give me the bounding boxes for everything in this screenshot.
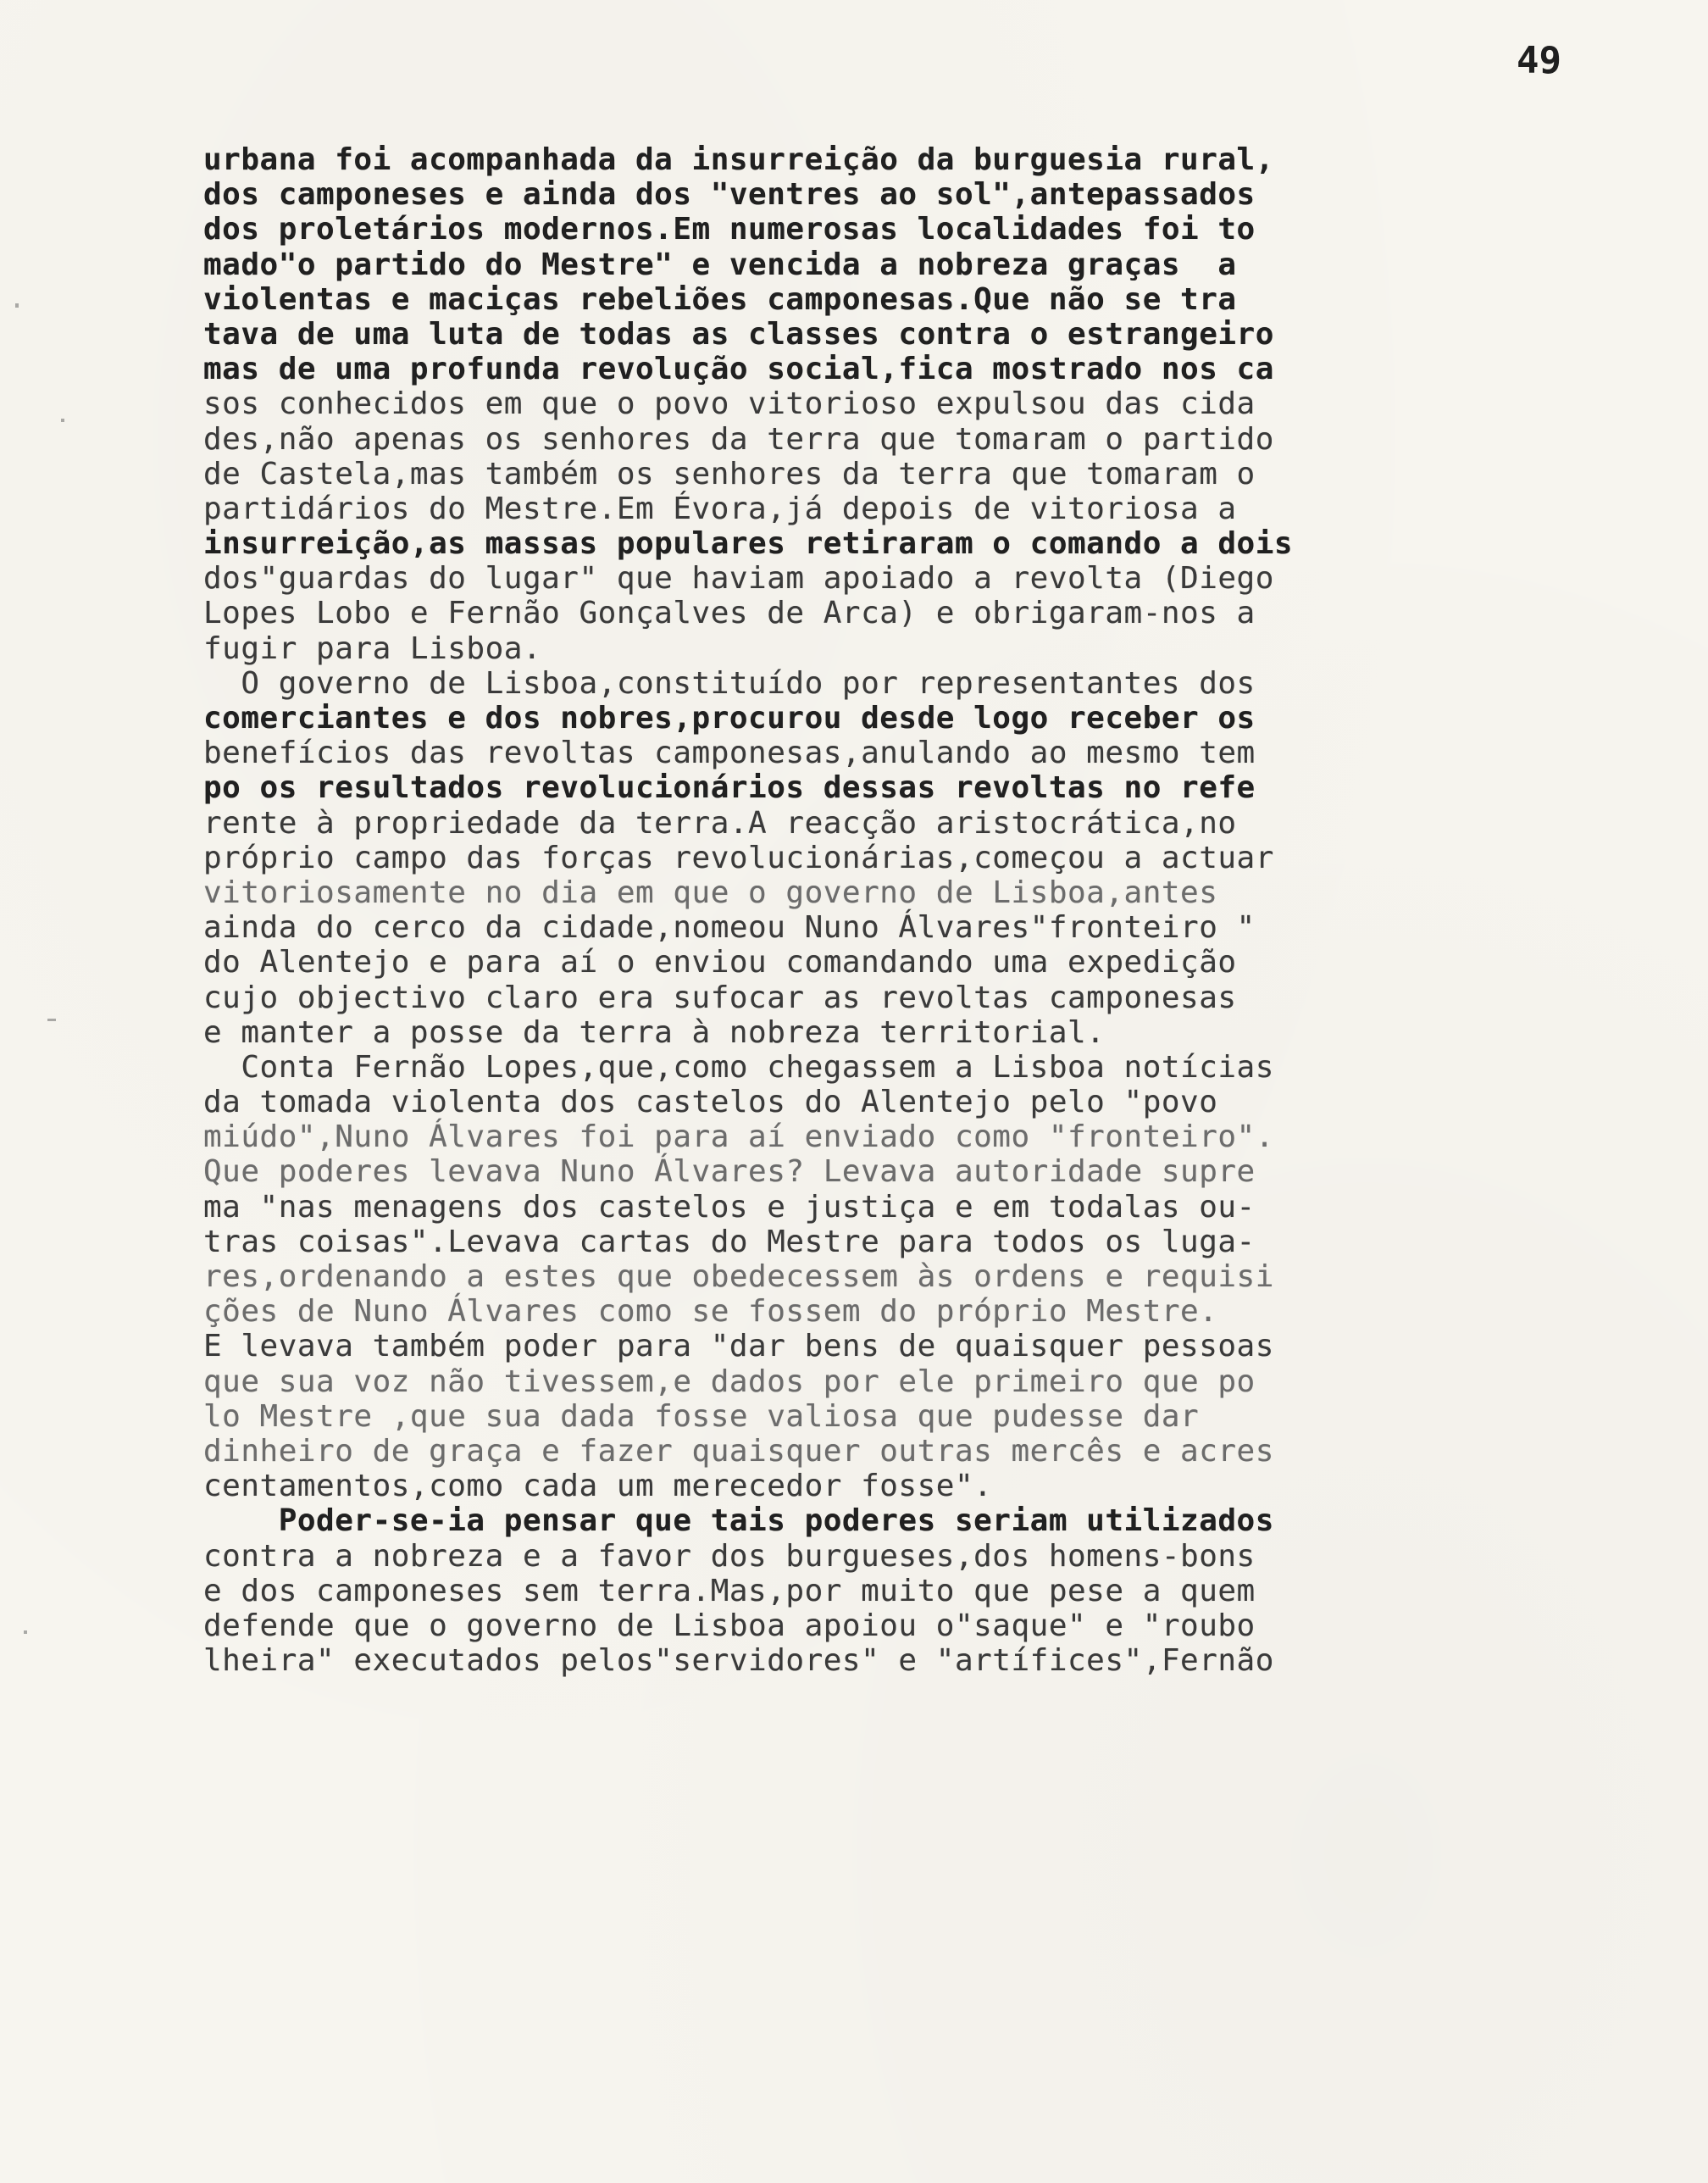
text-line: O governo de Lisboa,constituído por representantes dos	[203, 665, 1256, 701]
text-line: ções de Nuno Álvares como se fossem do próprio Mestre.	[203, 1294, 1218, 1330]
text-line: dos camponeses e ainda dos "ventres ao sol",antepassados	[203, 177, 1256, 213]
text-line: insurreição,as massas populares retiraram o comando a dois	[203, 526, 1294, 562]
margin-speck	[47, 1019, 56, 1021]
text-line: e manter a posse da terra à nobreza territorial.	[203, 1014, 1106, 1050]
text-line: da tomada violenta dos castelos do Alentejo pelo "povo	[203, 1085, 1218, 1120]
text-line: contra a nobreza e a favor dos burgueses,dos homens-bons	[203, 1538, 1256, 1574]
text-line: e dos camponeses sem terra.Mas,por muito que pese a quem	[203, 1573, 1256, 1608]
text-line: defende que o governo de Lisboa apoiou o"saque" e "roubo	[203, 1608, 1256, 1643]
text-line: lheira" executados pelos"servidores" e "artífices",Fernão	[203, 1643, 1274, 1679]
text-line: partidários do Mestre.Em Évora,já depois de vitoriosa a	[203, 491, 1237, 526]
text-line: Poder-se-ia pensar que tais poderes seriam utilizados	[203, 1503, 1274, 1539]
text-line: dos proletários modernos.Em numerosas localidades foi to	[203, 212, 1256, 247]
text-line: que sua voz não tivessem,e dados por ele primeiro que po	[203, 1364, 1256, 1399]
text-line: tras coisas".Levava cartas do Mestre para todos os luga-	[203, 1224, 1256, 1259]
text-line: res,ordenando a estes que obedecessem às ordens e requisi	[203, 1259, 1274, 1294]
text-line: ma "nas menagens dos castelos e justiça e em todalas ou-	[203, 1189, 1256, 1225]
text-line: próprio campo das forças revolucionárias,começou a actuar	[203, 840, 1274, 875]
text-line: urbana foi acompanhada da insurreição da burguesia rural,	[203, 142, 1274, 177]
text-line: violentas e maciças rebeliões camponesas.Que não se tra	[203, 281, 1237, 317]
text-line: mado"o partido do Mestre" e vencida a nobreza graças a	[203, 247, 1237, 282]
text-line: sos conhecidos em que o povo vitorioso expulsou das cida	[203, 386, 1256, 422]
text-line: rente à propriedade da terra.A reacção aristocrática,no	[203, 805, 1237, 841]
text-line: mas de uma profunda revolução social,fica mostrado nos ca	[203, 352, 1274, 387]
page-number: 49	[1517, 39, 1561, 82]
text-line: miúdo",Nuno Álvares foi para aí enviado como "fronteiro".	[203, 1119, 1274, 1155]
text-line: comerciantes e dos nobres,procurou desde logo receber os	[203, 701, 1256, 736]
text-line: cujo objectivo claro era sufocar as revoltas camponesas	[203, 980, 1237, 1015]
text-line: centamentos,como cada um merecedor fosse".	[203, 1469, 993, 1504]
text-line: ainda do cerco da cidade,nomeou Nuno Álvares"fronteiro "	[203, 910, 1256, 946]
text-line: E levava também poder para "dar bens de quaisquer pessoas	[203, 1329, 1274, 1364]
text-line: Lopes Lobo e Fernão Gonçalves de Arca) e obrigaram-nos a	[203, 596, 1256, 631]
body-text	[203, 142, 1644, 1678]
text-line: Que poderes levava Nuno Álvares? Levava autoridade supre	[203, 1154, 1256, 1190]
text-line: benefícios das revoltas camponesas,anulando ao mesmo tem	[203, 736, 1256, 771]
text-line: dos"guardas do lugar" que haviam apoiado a revolta (Diego	[203, 561, 1274, 597]
text-line: tava de uma luta de todas as classes contra o estrangeiro	[203, 316, 1274, 352]
text-line: de Castela,mas também os senhores da terra que tomaram o	[203, 456, 1256, 492]
margin-speck	[24, 1630, 27, 1634]
text-line: Conta Fernão Lopes,que,como chegassem a Lisboa notícias	[203, 1049, 1274, 1085]
text-line: des,não apenas os senhores da terra que tomaram o partido	[203, 421, 1274, 457]
text-line: fugir para Lisboa.	[203, 630, 542, 666]
text-line: lo Mestre ,que sua dada fosse valiosa que pudesse dar	[203, 1398, 1200, 1434]
text-line: dinheiro de graça e fazer quaisquer outras mercês e acres	[203, 1433, 1274, 1469]
text-line: do Alentejo e para aí o enviou comandando uma expedição	[203, 945, 1237, 980]
margin-speck	[61, 419, 64, 422]
text-line: vitoriosamente no dia em que o governo de Lisboa,antes	[203, 875, 1218, 910]
margin-speck	[15, 303, 19, 308]
text-line: po os resultados revolucionários dessas revoltas no refe	[203, 770, 1256, 806]
